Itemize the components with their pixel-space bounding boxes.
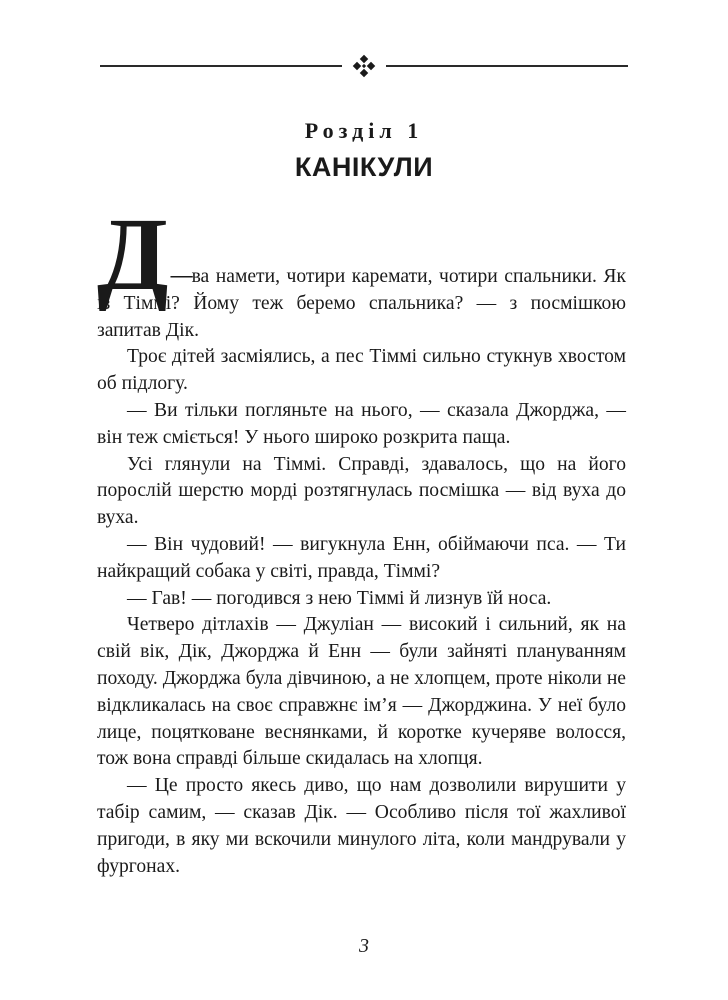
paragraph xyxy=(97,197,626,344)
ornament-line-right xyxy=(386,65,628,67)
paragraph: — Гав! — погодився з нею Тіммі й лизнув їй носа. xyxy=(127,587,552,609)
paragraph: Четверо дітлахів — Джуліан — високий і сильний, як на свій вік, Дік, Джорджа й Енн — були зайняті плануванням походу. Джорджа була дівчиною, а не хлопцем, проте ніколи не відкликалась на своє справжнє ім’я — Джорджина. У неї було лице, поцятковане веснянками, й коротке кучеряве волосся, тож вона справді більше скидалась на хлопця. xyxy=(97,614,626,770)
paragraph-text: ва намети, чотири каремати, чотири спальники. Як із Тіммі? Йому теж беремо спальника? — з посмішкою запитав Дік. xyxy=(97,266,626,341)
paragraph: — Ви тільки погляньте на нього, — сказала Джорджа, — він теж сміється! У нього широко розкрита паща. xyxy=(97,399,626,448)
chapter-text xyxy=(97,197,626,880)
chapter-title: КАНІКУЛИ xyxy=(294,152,434,182)
page-number: 3 xyxy=(359,935,369,957)
paragraph: — Це просто якесь диво, що нам дозволили вирушити у табір самим, — сказав Дік. — Особливо після тої жахливої пригоди, в яку ми вскочили минулого літа, коли мандрували у фургонах. xyxy=(97,775,626,877)
ornament-diamond-icon xyxy=(352,54,376,78)
ornament-line-left xyxy=(100,65,342,67)
header-ornament xyxy=(100,54,628,78)
paragraph: Троє дітей засміялись, а пес Тіммі сильно стукнув хвостом об підлогу. xyxy=(97,346,626,395)
lead-dash: — xyxy=(170,262,192,287)
paragraph: — Він чудовий! — вигукнула Енн, обіймаючи пса. — Ти найкращий собака у світі, правда, Тіммі? xyxy=(97,533,626,582)
chapter-label: Розділ 1 xyxy=(304,118,424,143)
paragraph: Усі глянули на Тіммі. Справді, здавалось, що на його порослій шерстю морді розтягнулась посмішка — від вуха до вуха. xyxy=(97,453,626,529)
drop-cap: Д xyxy=(97,197,169,312)
